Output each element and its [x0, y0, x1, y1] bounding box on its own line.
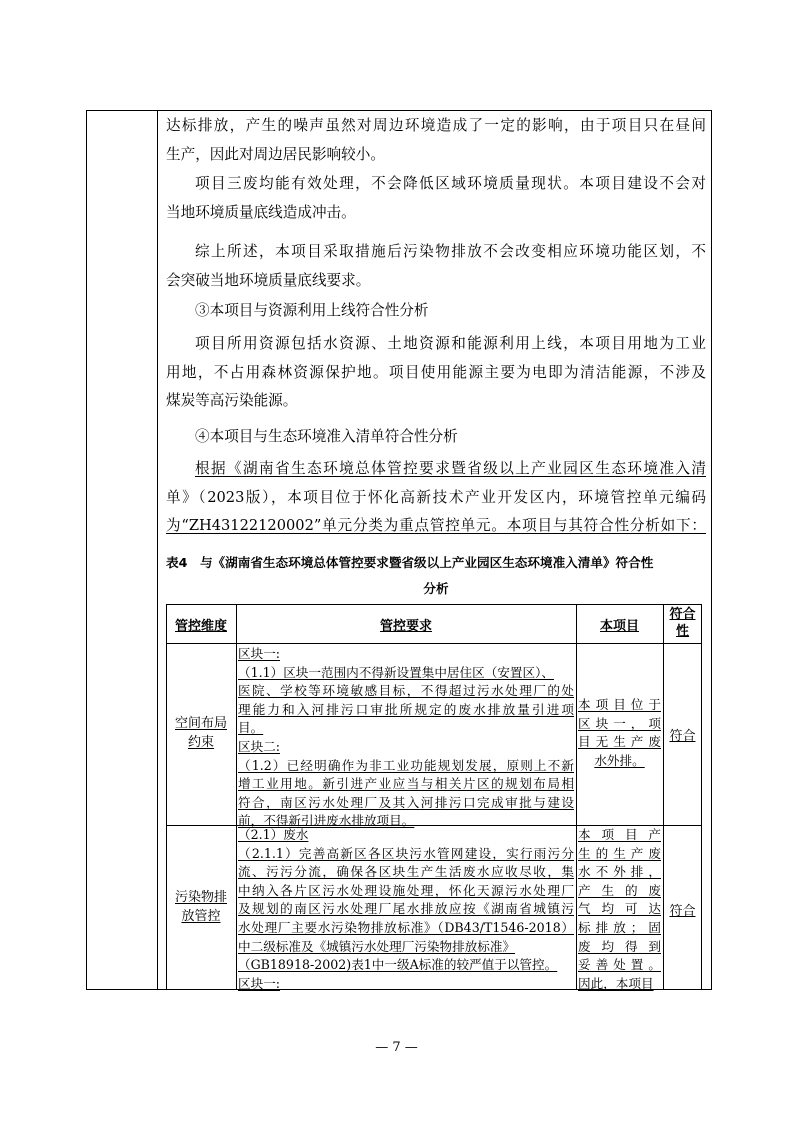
requirement-line: 及规划的南区污水处理厂尾水排放应按《湖南省城镇污 — [238, 901, 574, 917]
requirement-line: 医院、学校等环境敏感目标，不得超过污水处理厂的处 — [238, 683, 574, 699]
text-line: 达标排放，产生的噪声虽然对周边环境造成了一定的影响，由于项目只在昼间 — [166, 117, 706, 134]
text-line: 用地，不占用森林资源保护地。项目使用能源主要为电即为清洁能源，不涉及 — [166, 363, 706, 381]
header-project: 本项目 — [599, 619, 639, 634]
text-line: 会突破当地环境质量底线要求。 — [166, 271, 371, 289]
text-line: 综上所述，本项目采取措施后污染物排放不会改变相应环境功能区划，不 — [195, 243, 706, 260]
text-line: 项目三废均能有效处理，不会降低区域环境质量现状。本项目建设不会对 — [195, 175, 706, 192]
requirement-line: 流、污污分流，确保各区块生产生活废水应收尽收，集 — [238, 864, 574, 880]
dimension-line: 污染物排 — [174, 890, 227, 905]
requirement-line: 区块二: — [238, 738, 281, 754]
requirement-line: 中纳入各片区污水处理设施处理，怀化天源污水处理厂 — [238, 882, 574, 898]
table-row-divider — [166, 643, 702, 644]
paragraph-resource — [166, 330, 706, 416]
project-line: 水外排。 — [594, 752, 645, 768]
requirement-line: 目。 — [238, 720, 264, 736]
table-column-divider — [236, 604, 237, 990]
heading-text: ④本项目与生态环境准入清单符合性分析 — [195, 428, 458, 445]
outer-column-divider — [157, 110, 158, 990]
project-line: 目无生产废 — [578, 734, 661, 750]
project-line: 废均得到 — [578, 938, 661, 954]
dimension-line: 空间布局 — [174, 716, 227, 731]
header-dimension: 管控维度 — [174, 619, 227, 634]
project-line: 本项目产 — [578, 827, 661, 842]
requirement-line: 中二级标准及《城镇污水处理厂污染物排放标准》 — [238, 938, 516, 954]
requirement-line: （GB18918-2002)表1中一级A标准的较严值于以管控。 — [238, 957, 558, 973]
caption-line: 表4 与《湖南省生态环境总体管控要求暨省级以上产业园区生态环境准入清单》符合性 — [166, 555, 654, 570]
text-line: 煤炭等高污染能源。 — [166, 392, 298, 410]
row-2-dimension — [166, 888, 236, 925]
section-heading-ecology — [166, 423, 706, 452]
row-1-dimension — [166, 714, 236, 751]
header-conformity-line: 符合 — [669, 607, 696, 622]
text-line: 根据《湖南省生态环境总体管控要求暨省级以上产业园区生态环境准入清 — [195, 460, 706, 477]
project-line: 气均可达 — [578, 901, 661, 917]
section-heading-resource — [166, 297, 706, 326]
requirement-line: 区块一: — [238, 646, 281, 661]
text-line: 单》（2023版），本项目位于怀化高新技术产业开发区内，环境管控单元编码 — [166, 488, 706, 506]
row-2-conformity: 符合 — [669, 904, 696, 919]
project-line: 区块一，项 — [578, 715, 661, 731]
header-requirement: 管控要求 — [379, 619, 432, 634]
project-line: 因此，本项目 — [578, 975, 654, 991]
header-conformity-line: 性 — [675, 624, 689, 639]
caption-line: 分析 — [423, 581, 449, 596]
heading-text: ③本项目与资源利用上线符合性分析 — [195, 302, 429, 319]
row-1-conformity: 符合 — [669, 729, 696, 744]
requirement-line: （2.1）废水 — [238, 827, 309, 842]
dimension-line: 放管控 — [181, 908, 221, 924]
requirement-line: （2.1.1）完善高新区各区块污水管网建设，实行雨污分 — [238, 845, 574, 861]
page-number: — 7 — — [375, 1040, 418, 1055]
table-caption — [166, 550, 706, 602]
row-1-project — [578, 696, 661, 770]
requirement-line: 增工业用地。新引进产业应当与相关片区的规划布局相 — [238, 776, 574, 792]
requirement-line: 区块一: — [238, 975, 281, 991]
project-line: 妥善处置。 — [578, 957, 661, 973]
row-2-project — [578, 826, 661, 993]
paragraph-summary — [166, 238, 706, 295]
project-line: 本项目位于 — [578, 697, 661, 712]
row-2-requirement — [238, 826, 574, 993]
project-line: 水不外排， — [578, 864, 661, 880]
text-line: 生产，因此对周边居民影响较小。 — [166, 145, 385, 163]
project-line: 标排放；固 — [578, 919, 661, 935]
header-conformity — [663, 606, 702, 640]
requirement-line: （1.2）已经明确作为非工业功能规划发展，原则上不新 — [238, 757, 574, 773]
table-column-divider — [663, 604, 664, 990]
paragraph-noise — [166, 112, 706, 169]
dimension-line: 约束 — [187, 734, 214, 750]
paragraph-waste — [166, 170, 706, 227]
text-line: 项目所用资源包括水资源、土地资源和能源利用上线，本项目用地为工业 — [195, 335, 706, 352]
row-1-requirement — [238, 645, 574, 831]
paragraph-ecology — [166, 455, 706, 541]
requirement-line: （1.1）区块一范围内不得新设置集中居住区（安置区）、 — [238, 664, 554, 680]
text-line: 当地环境质量底线造成冲击。 — [166, 203, 356, 221]
requirement-line: 前，不得新引进废水排放项目。 — [238, 813, 415, 829]
requirement-line: 理能力和入河排污口审批所规定的废水排放量引进项 — [238, 701, 574, 717]
project-line: 生的生产废 — [578, 845, 661, 861]
text-line: 为“ZH43122120002”单元分类为重点管控单元。本项目与其符合性分析如下： — [166, 517, 706, 535]
requirement-line: 水处理厂主要水污染物排放标准》（DB43/T1546-2018） — [238, 919, 574, 935]
table-column-divider — [576, 604, 577, 990]
requirement-line: 符合，南区污水处理厂及其入河排污口完成审批与建设 — [238, 794, 574, 810]
project-line: 产生的废 — [578, 882, 661, 898]
